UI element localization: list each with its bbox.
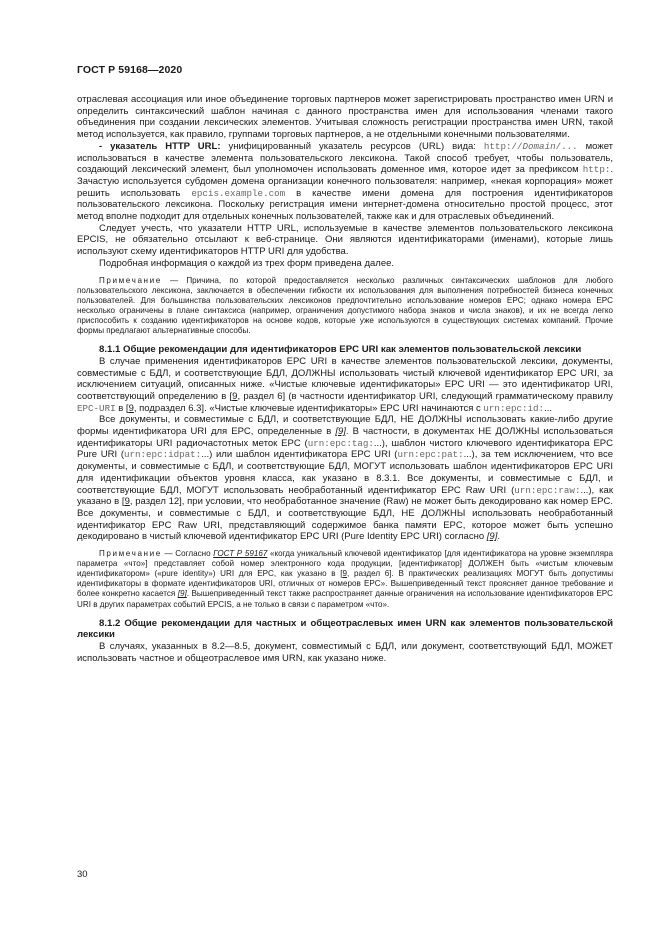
paragraph-other-forms: Все документы, и совместимые с БДЛ, и соответствующие БДЛ, НЕ ДОЛЖНЫ использовать какие-либо другие формы идентификатора URI для EPC, определенные в [9]. В частности, в документах НЕ ДОЛЖНЫ использоваться идентификаторы URI радиочастотных меток EPC (urn:epc:tag:...), шаблон чистого ключевого идентификатора EPC Pure URI (urn:epc:idpat:...) или шаблон идентификатора EPC URI (urn:epc:pat:...), за тем исключением, что все документы, и совместимые с БДЛ, и соответствующие БДЛ, МОГУТ использовать шаблон идентификаторов EPC URI для идентификации объектов уровня класса, как указано в 8.3.1. Все документы, и совместимые с БДЛ, и соответствующие БДЛ, МОГУТ использовать необработанный идентификатор EPC Raw URI (urn:epc:raw:...), как указано в [9, раздел 12], при условии, что необработанное значение (Raw) не может быть декодировано как номер EPC. Все документы, и совместимые с БДЛ, и соответствующие БДЛ, НЕ ДОЛЖНЫ использовать необработанный идентификатор EPC Raw URI, представляющий содержимое банка памяти EPC, которое может быть успешно декодировано в чистый ключевой идентификатор EPC URI (Pure Identity EPC URI) согласно [9]. xyxy=(77,414,614,543)
reference-link[interactable]: 9 xyxy=(128,402,134,414)
reference-link[interactable]: [9] xyxy=(335,426,346,438)
document-header: ГОСТ Р 59168—2020 xyxy=(77,64,183,76)
reference-link[interactable]: [9] xyxy=(177,589,187,599)
code-epc-uri-rule: EPC-URI xyxy=(77,402,116,414)
paragraph-http-note: Следует учесть, что указатели HTTP URL, используемые в качестве элементов пользовательского лексикона EPCIS, не обязательно отсылают к веб-странице. Они являются идентификаторами (именами), которые лишь используют схему идентификаторов HTTP URI для удобства. xyxy=(77,222,613,258)
note-syntax-templates: Примечание — Причина, по которой предоставляется несколько различных синтаксических шаблонов для любого пользовательского лексикона, заключается в обеспечении гибкости их использования для выполнения потребностей бизнеса конечных пользователей. Для большинства пользовательских лексиконов предпочтительно использование номеров EPC; однако номера EPC несколько ограничены в плане синтаксиса (например, ограничения допустимого набора знаков и числа знаков), и их не всегда легко приспособить к созданию идентификаторов на основе кодов, которые уже используются в существующих системах компаний. Прочие формы предлагают альтернативные способы. xyxy=(77,275,613,336)
bullet-label: - указатель HTTP URL: xyxy=(99,140,221,152)
code-urn-epc-idpat: urn:epc:idpat: xyxy=(123,449,202,461)
document-body xyxy=(77,94,613,664)
paragraph-http-url: - указатель HTTP URL: унифицированный указатель ресурсов (URL) вида: http://Domain/... может использоваться в качестве элемента пользовательского лексикона. Такой способ требует, чтобы пользователь, создающий лексический элемент, был уполномочен использовать доменное имя, которое идет за префиксом http:. Зачастую используется субдомен домена организации конечного пользователя: например, «некая корпорация» может решить использовать epcis.example.com в качестве имени домена для построения идентификаторов пользовательского лексикона. Поскольку регистрация имени интернет-домена относительно простой процесс, этот метод вполне подходит для отдельных конечных пользователей, также как и для отраслевых объединений. xyxy=(77,140,614,223)
code-http-domain: http://Domain/... xyxy=(483,140,578,152)
note-label: Примечание xyxy=(99,549,162,559)
reference-link[interactable]: 9 xyxy=(124,496,130,508)
reference-link[interactable]: 9 xyxy=(232,390,238,402)
code-urn-epc-tag: urn:epc:tag: xyxy=(307,437,374,449)
paragraph-epc-uri: В случае применения идентификаторов EPC URI в качестве элементов пользовательской лексики, документы, совместимые с БДЛ, и соответствующие БДЛ, ДОЛЖНЫ использовать чистый ключевой идентификатор EPC URI, за исключением ситуаций, описанных ниже. «Чистые ключевые идентификаторы» EPC URI — это идентификатор URI, соответствующий определению в [9, раздел 6] (в частности идентификатор URI, следующий грамматическому правилу EPC-URI в [9, подраздел 6.3]. «Чистые ключевые идентификаторы» EPC URI начинаются с urn:epc:id:... xyxy=(77,355,613,414)
reference-link[interactable]: 9 xyxy=(342,569,348,579)
section-heading-8-1-1: 8.1.1 Общие рекомендации для идентификаторов EPC URI как элементов пользовательской лексики xyxy=(99,344,582,356)
reference-link-gost[interactable]: ГОСТ Р 59167 xyxy=(213,549,268,559)
paragraph-forms-intro: Подробная информация о каждой из трех форм приведена далее. xyxy=(99,257,395,269)
paragraph-urn-usage: В случаях, указанных в 8.2—8.5, документ, совместимый с БДЛ, или документ, соответствующий БДЛ, МОЖЕТ использовать частное и общеотраслевое имя URN, как указано ниже. xyxy=(77,641,613,664)
note-gost-reference: Примечание — Согласно ГОСТ Р 59167 «когда уникальный ключевой идентификатор [для идентификатора на уровне экземпляра параметра «что»] представляет собой номер электронного кода продукции, [идентификатор] ДОЛЖЕН быть «чистым ключевым идентификатором» («pure identity») URI для EPC, как указано в [9, раздел 6]. В практических реализациях МОГУТ быть допустимы идентификаторы в формате идентификаторов URI, отличных от номеров EPC». Вышеприведенный текст проясняет данное требование и более конкретно касается [9]. Вышеприведенный текст также распространяет данные ограничения на использование идентификаторов EPC URI в других параметрах событий EPCIS, а не только в связи с параметром «что». xyxy=(77,549,614,609)
code-example-domain: epcis.example.com xyxy=(191,187,286,199)
paragraph-urn-continuation: отраслевая ассоциация или иное объединение торговых партнеров может зарегистрировать пространство имен URN и определить синтаксический шаблон начиная с данного пространства имен для использования членами такого объединения при создании лексических элементов. Учитывая сложность регистрации пространства имен URN, такой метод используется, как правило, группами торговых партнеров, а не отдельными конечными пользователями. xyxy=(77,94,613,141)
code-urn-epc-pat: urn:epc:pat: xyxy=(397,449,464,461)
code-http-prefix: http: xyxy=(582,164,611,176)
code-urn-epc-raw: urn:epc:raw: xyxy=(514,484,581,496)
page-number: 30 xyxy=(77,869,88,880)
reference-link[interactable]: [9] xyxy=(486,531,498,543)
code-urn-epc-id: urn:epc:id: xyxy=(483,402,545,414)
section-heading-8-1-2: 8.1.2 Общие рекомендации для частных и общеотраслевых имен URN как элементов пользовательской лексики xyxy=(77,617,613,641)
note-label: Примечание xyxy=(99,275,162,285)
